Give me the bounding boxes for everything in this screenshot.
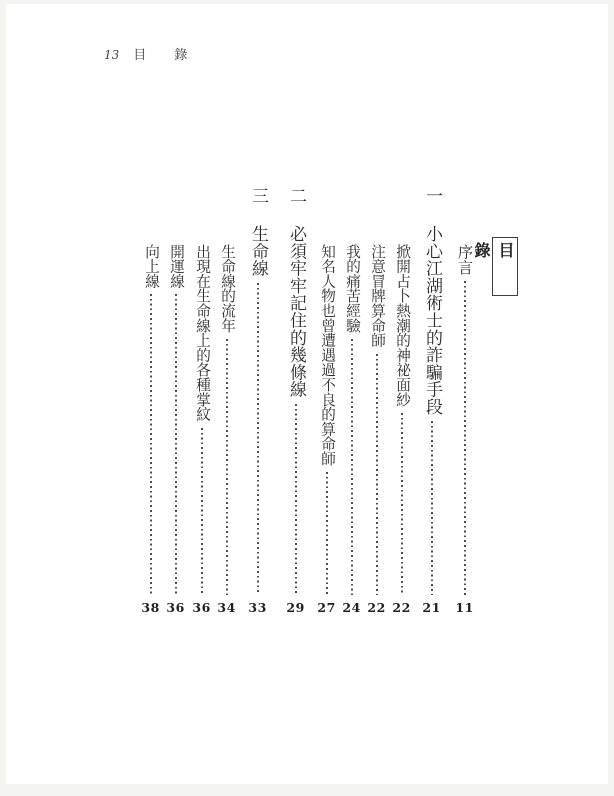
toc-entry <box>338 187 366 615</box>
chapter-number: 三 <box>248 187 268 204</box>
toc-entry-title: 向上線 <box>143 244 160 289</box>
dotted-leader <box>150 294 152 595</box>
dotted-leader <box>464 281 466 595</box>
toc-entry-title: 開運線 <box>168 244 185 289</box>
toc-entry <box>313 187 341 615</box>
book-page <box>6 4 608 784</box>
toc-entry-title: 出現在生命線上的各種掌紋 <box>194 244 211 422</box>
dotted-leader <box>201 428 203 595</box>
toc-entry-title: 序言 <box>456 244 474 275</box>
chapter-number: 二 <box>286 187 306 204</box>
dotted-leader <box>376 354 378 595</box>
toc-entry-title: 掀開占卜熱潮的神祕面紗 <box>394 244 411 407</box>
toc-entry-title: 知名人物也曾遭遇過不良的算命師 <box>319 244 336 466</box>
toc-entry-title: 生命線 <box>248 225 268 277</box>
dotted-leader <box>226 339 228 595</box>
toc-page-number: 36 <box>166 600 185 615</box>
toc-page-number: 36 <box>192 600 211 615</box>
chapter-number: 一 <box>422 187 442 204</box>
dotted-leader <box>431 421 433 595</box>
toc-entry <box>188 187 216 615</box>
toc-entry-title: 注意冒牌算命師 <box>369 244 386 348</box>
toc-page-number: 29 <box>286 600 305 615</box>
toc-page-number: 22 <box>392 600 411 615</box>
toc-page-number: 33 <box>248 600 267 615</box>
toc-entry-title: 生命線的流年 <box>219 244 236 333</box>
toc-entry-preface <box>451 187 479 615</box>
toc-page-number: 21 <box>422 600 441 615</box>
running-head-title: 目 錄 <box>133 48 200 63</box>
toc-entry <box>388 187 416 615</box>
toc-title-box <box>472 237 518 296</box>
toc-entry-title: 我的痛苦經驗 <box>344 244 361 333</box>
toc-page-number: 22 <box>367 600 386 615</box>
dotted-leader <box>326 472 328 595</box>
toc-entry-chapter-1 <box>418 187 446 615</box>
toc-entry-title: 小心江湖術士的詐騙手段 <box>422 225 442 416</box>
toc-page-number: 24 <box>342 600 361 615</box>
toc-page-number: 38 <box>141 600 160 615</box>
toc-entry <box>213 187 241 615</box>
toc-title-text: 目錄 <box>472 242 515 270</box>
toc-page-number: 27 <box>317 600 336 615</box>
dotted-leader <box>257 283 259 595</box>
dotted-leader <box>351 339 353 595</box>
toc-entry <box>162 187 190 615</box>
dotted-leader <box>295 404 297 595</box>
toc-page-number: 11 <box>455 600 474 615</box>
toc-entry <box>137 187 165 615</box>
running-head <box>104 44 199 63</box>
toc-entry-chapter-3 <box>244 187 272 615</box>
toc-entry-chapter-2 <box>282 187 310 615</box>
folio-page-number: 13 <box>104 48 120 62</box>
toc-entry-title: 必須牢牢記住的幾條線 <box>286 225 306 398</box>
dotted-leader <box>175 294 177 595</box>
toc-entry <box>363 187 391 615</box>
dotted-leader <box>401 413 403 595</box>
toc-page-number: 34 <box>217 600 236 615</box>
